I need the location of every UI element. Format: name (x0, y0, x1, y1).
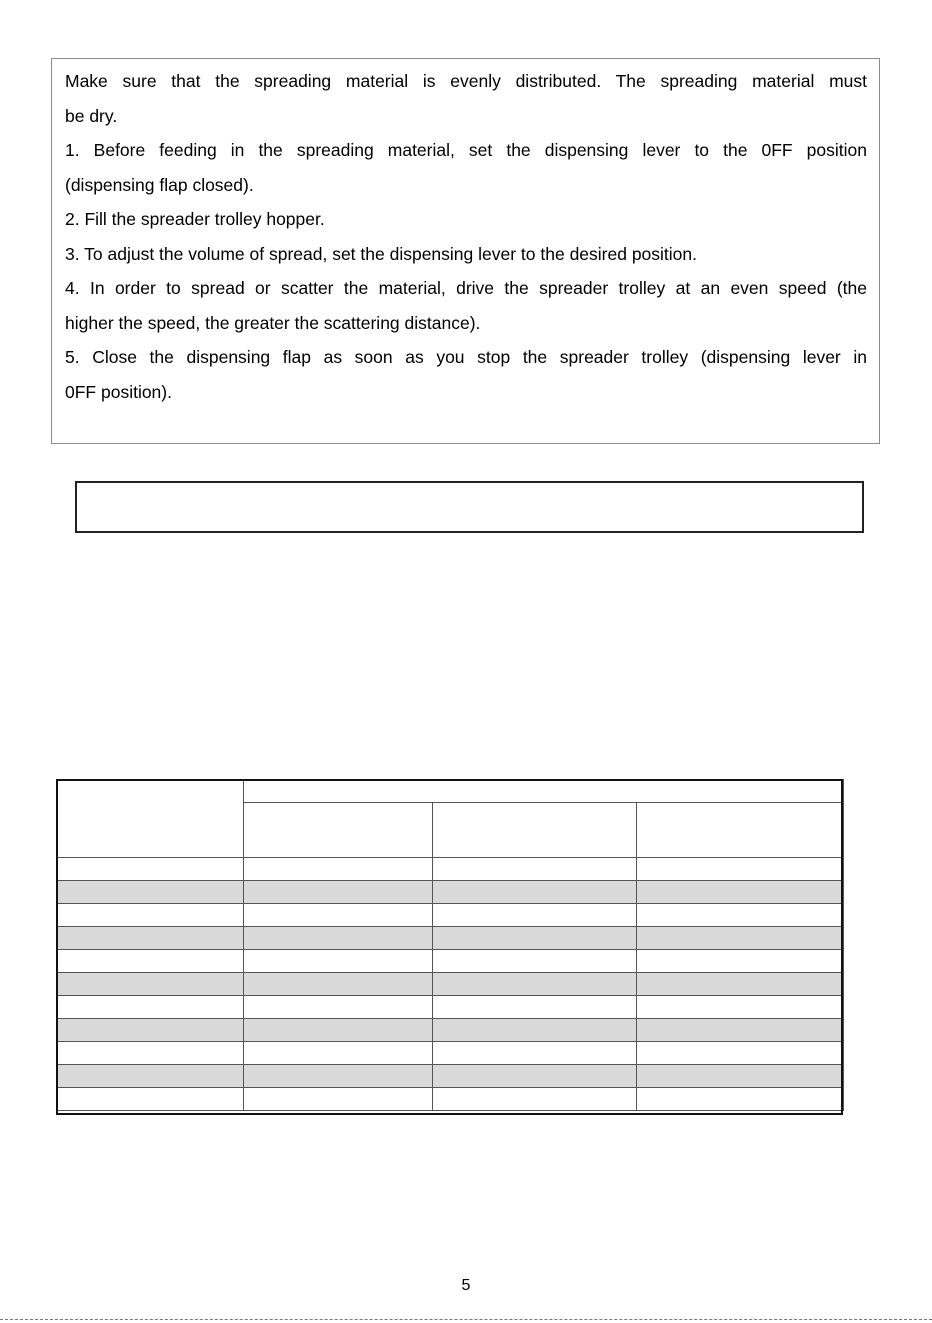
table-cell (244, 881, 433, 904)
table-cell (433, 904, 637, 927)
table-cell (433, 1042, 637, 1065)
table-cell (244, 973, 433, 996)
table-cell (637, 1088, 844, 1111)
instruction-line: Make sure that the spreading material is evenly distributed. The spreading material must (65, 71, 867, 91)
table-cell (433, 1019, 637, 1042)
table-cell (57, 950, 244, 973)
instruction-line: 3. To adjust the volume of spread, set the dispensing lever to the desired position. (65, 244, 698, 264)
table-cell (433, 927, 637, 950)
instruction-line: 4. In order to spread or scatter the material, drive the spreader trolley at an even speed (the (65, 278, 867, 298)
table-cell (244, 927, 433, 950)
table-cell (637, 1065, 844, 1088)
table-cell (433, 858, 637, 881)
page-bottom-rule (0, 1319, 932, 1320)
table-cell (433, 950, 637, 973)
table-cell (433, 881, 637, 904)
table-cell (57, 1088, 244, 1111)
table-row (57, 858, 844, 881)
table-cell (433, 1065, 637, 1088)
table-row (57, 1042, 844, 1065)
table-cell (637, 1042, 844, 1065)
table-header-cell (637, 803, 844, 858)
table-row (57, 1088, 844, 1111)
table-cell (637, 881, 844, 904)
table-cell (244, 1042, 433, 1065)
table-cell (433, 1088, 637, 1111)
table-cell (637, 927, 844, 950)
table-cell (637, 950, 844, 973)
table-row (57, 904, 844, 927)
table-cell (433, 973, 637, 996)
table-cell (637, 973, 844, 996)
table-cell (57, 996, 244, 1019)
page-number: 5 (461, 1277, 471, 1294)
table-cell (57, 858, 244, 881)
table-cell (637, 904, 844, 927)
table-row (57, 1065, 844, 1088)
instruction-line: 0FF position). (65, 382, 172, 402)
table-cell (57, 927, 244, 950)
table-cell (244, 996, 433, 1019)
table-cell (244, 1088, 433, 1111)
table-cell (57, 904, 244, 927)
table-cell (637, 996, 844, 1019)
table-cell (57, 881, 244, 904)
table-cell (433, 996, 637, 1019)
table-row (57, 973, 844, 996)
instruction-line: 5. Close the dispensing flap as soon as you stop the spreader trolley (dispensing lever in (65, 347, 867, 367)
table-cell (244, 1065, 433, 1088)
instruction-line: higher the speed, the greater the scattering distance). (65, 313, 481, 333)
instructions-box (51, 58, 880, 444)
table-header-row (57, 780, 844, 803)
table-cell (57, 1065, 244, 1088)
table-header-cell (244, 780, 844, 803)
instruction-line: 1. Before feeding in the spreading material, set the dispensing lever to the 0FF position (65, 140, 867, 160)
table-row (57, 996, 844, 1019)
table-row (57, 950, 844, 973)
table-cell (637, 1019, 844, 1042)
table-cell (637, 858, 844, 881)
table-cell (57, 973, 244, 996)
table-row (57, 881, 844, 904)
table-cell (244, 904, 433, 927)
table-cell (244, 950, 433, 973)
section-heading-box (75, 481, 864, 533)
table-cell (57, 1042, 244, 1065)
table-header-cell (57, 780, 244, 858)
table-header-cell (433, 803, 637, 858)
spread-rate-table (56, 779, 844, 1111)
table-cell (244, 858, 433, 881)
table-row (57, 1019, 844, 1042)
instruction-line: 2. Fill the spreader trolley hopper. (65, 209, 325, 229)
instruction-line: be dry. (65, 106, 118, 126)
table-row (57, 927, 844, 950)
table-header-cell (244, 803, 433, 858)
instruction-line: (dispensing flap closed). (65, 175, 254, 195)
table-cell (57, 1019, 244, 1042)
table-cell (244, 1019, 433, 1042)
